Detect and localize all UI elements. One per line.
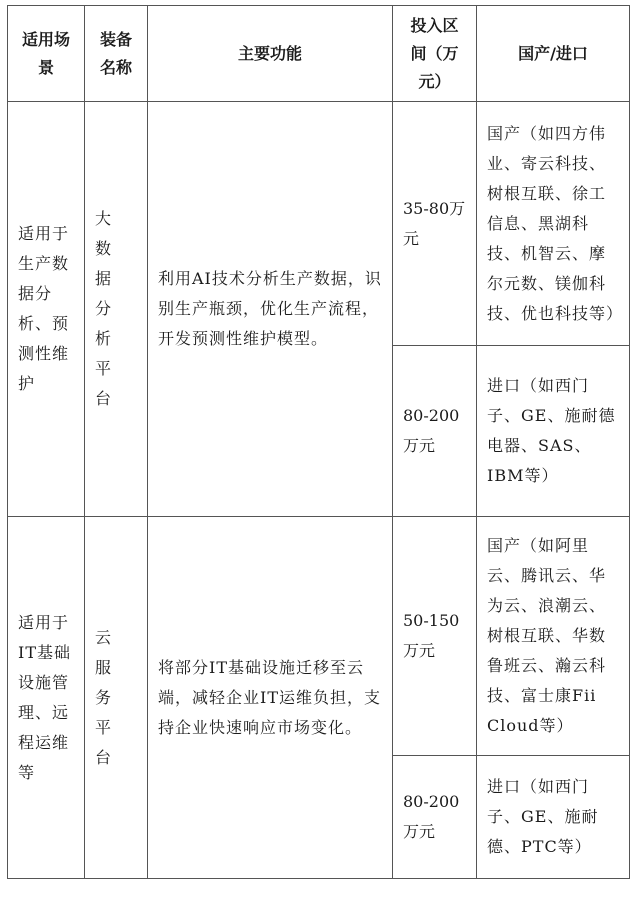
- header-equipment: 装备名称: [85, 6, 148, 102]
- origin-cell: 进口（如西门子、GE、施耐德、PTC等）: [477, 756, 630, 879]
- header-origin: 国产/进口: [477, 6, 630, 102]
- header-scene: 适用场景: [8, 6, 85, 102]
- equipment-cell: 大数据分析平台: [85, 102, 148, 517]
- origin-cell: 国产（如阿里云、腾讯云、华为云、浪潮云、树根互联、华数鲁班云、瀚云科技、富士康Fii Cloud等）: [477, 517, 630, 756]
- scene-cell: 适用于IT基础设施管理、远程运维等: [8, 517, 85, 879]
- header-row: [8, 6, 630, 102]
- table-row: [8, 517, 630, 756]
- header-function: 主要功能: [148, 6, 393, 102]
- equipment-table: [7, 5, 630, 879]
- header-price: 投入区间（万元）: [393, 6, 477, 102]
- price-cell: 50-150万元: [393, 517, 477, 756]
- scene-cell: 适用于生产数据分析、预测性维护: [8, 102, 85, 517]
- table-row: [8, 102, 630, 346]
- origin-cell: 进口（如西门子、GE、施耐德电器、SAS、IBM等）: [477, 346, 630, 517]
- price-cell: 80-200万元: [393, 346, 477, 517]
- price-cell: 35-80万元: [393, 102, 477, 346]
- function-cell: 将部分IT基础设施迁移至云端，减轻企业IT运维负担，支持企业快速响应市场变化。: [148, 517, 393, 879]
- origin-cell: 国产（如四方伟业、寄云科技、树根互联、徐工信息、黑湖科技、机智云、摩尔元数、镁伽科技、优也科技等）: [477, 102, 630, 346]
- equipment-cell: 云服务平台: [85, 517, 148, 879]
- price-cell: 80-200万元: [393, 756, 477, 879]
- function-cell: 利用AI技术分析生产数据，识别生产瓶颈，优化生产流程，开发预测性维护模型。: [148, 102, 393, 517]
